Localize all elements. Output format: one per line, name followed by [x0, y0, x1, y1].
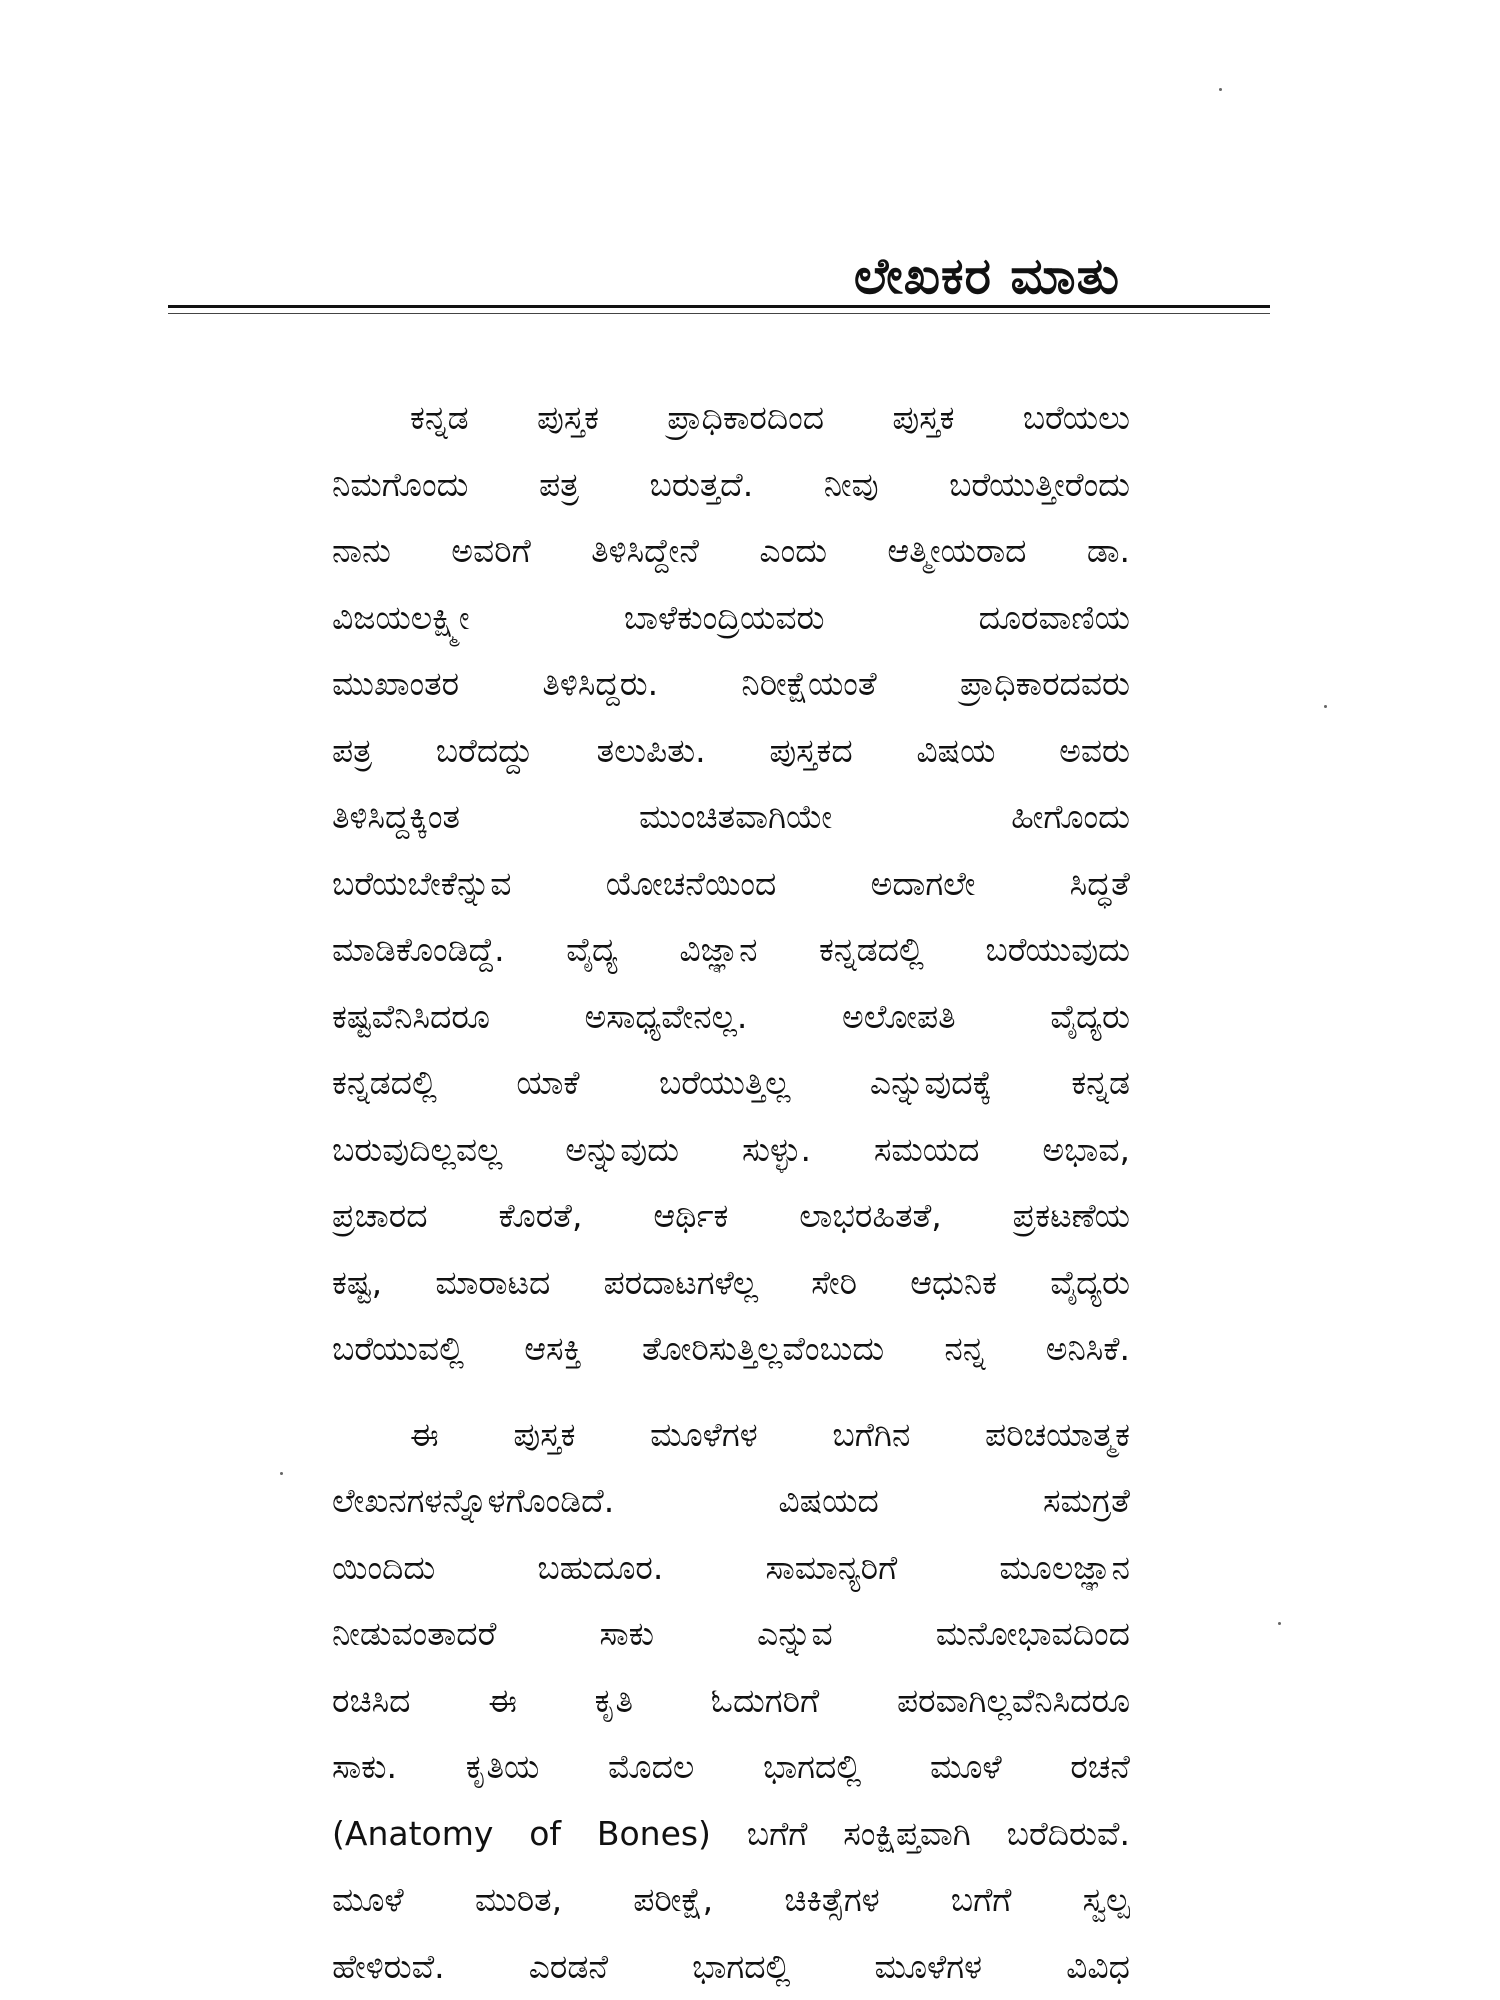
text-line: ಕನ್ನಡದಲ್ಲಿ ಯಾಕೆ ಬರೆಯುತ್ತಿಲ್ಲ ಎನ್ನುವುದಕ್ಕೆ ಕನ್ನಡ	[332, 1063, 1130, 1102]
paragraph-1	[332, 385, 1130, 1383]
text-line: ಬರೆಯಬೇಕೆನ್ನುವ ಯೋಚನೆಯಿಂದ ಅದಾಗಲೇ ಸಿದ್ಧತೆ	[332, 863, 1130, 903]
paragraph-2	[332, 1402, 1130, 2000]
text-line: ನೀಡುವಂತಾದರೆ ಸಾಕು ಎನ್ನುವ ಮನೋಭಾವದಿಂದ	[332, 1614, 1130, 1653]
text-line: ಈ ಪುಸ್ತಕ ಮೂಳೆಗಳ ಬಗೆಗಿನ ಪರಿಚಯಾತ್ಮಕ	[410, 1414, 1130, 1454]
scan-speck	[1219, 88, 1222, 91]
text-line: ಹೇಳಿರುವೆ. ಎರಡನೆ ಭಾಗದಲ್ಲಿ ಮೂಳೆಗಳ ವಿವಿಧ	[332, 1946, 1130, 1986]
text-line: ಪ್ರಚಾರದ ಕೊರತೆ, ಆರ್ಥಿಕ ಲಾಭರಹಿತತೆ, ಪ್ರಕಟಣೆಯ	[332, 1196, 1130, 1235]
page-header	[168, 236, 1270, 314]
text-line: ನಿಮಗೊಂದು ಪತ್ರ ಬರುತ್ತದೆ. ನೀವು ಬರೆಯುತ್ತೀರೆಂದು	[332, 464, 1130, 504]
text-line: ಬರುವುದಿಲ್ಲವಲ್ಲ ಅನ್ನುವುದು ಸುಳ್ಳು. ಸಮಯದ ಅಭಾವ,	[332, 1129, 1130, 1169]
text-line: ಪತ್ರ ಬರೆದದ್ದು ತಲುಪಿತು. ಪುಸ್ತಕದ ವಿಷಯ ಅವರು	[332, 730, 1130, 770]
text-line: (Anatomy of Bones) ಬಗೆಗೆ ಸಂಕ್ಷಿಪ್ತವಾಗಿ ಬರೆದಿರುವೆ.	[332, 1813, 1130, 1853]
text-line: ತಿಳಿಸಿದ್ದಕ್ಕಿಂತ ಮುಂಚಿತವಾಗಿಯೇ ಹೀಗೊಂದು	[332, 797, 1130, 836]
text-line: ಬರೆಯುವಲ್ಲಿ ಆಸಕ್ತಿ ತೋರಿಸುತ್ತಿಲ್ಲವೆಂಬುದು ನನ್ನ ಅನಿಸಿಕೆ.	[332, 1329, 1130, 1368]
text-line: ಮೂಳೆ ಮುರಿತ, ಪರೀಕ್ಷೆ, ಚಿಕಿತ್ಸೆಗಳ ಬಗೆಗೆ ಸ್ವಲ್ಪ	[332, 1880, 1130, 1919]
text-line: ರಚಿಸಿದ ಈ ಕೃತಿ ಓದುಗರಿಗೆ ಪರವಾಗಿಲ್ಲವೆನಿಸಿದರೂ	[332, 1680, 1130, 1720]
text-line: ಕಷ್ಟವೆನಿಸಿದರೂ ಅಸಾಧ್ಯವೇನಲ್ಲ. ಅಲೋಪತಿ ವೈದ್ಯರು	[332, 996, 1130, 1036]
text-line: ಲೇಖನಗಳನ್ನೊಳಗೊಂಡಿದೆ. ವಿಷಯದ ಸಮಗ್ರತೆ	[332, 1481, 1130, 1520]
text-line: ಮುಖಾಂತರ ತಿಳಿಸಿದ್ದರು. ನಿರೀಕ್ಷೆಯಂತೆ ಪ್ರಾಧಿಕಾರದವರು	[332, 664, 1130, 703]
text-line: ಕಷ್ಟ, ಮಾರಾಟದ ಪರದಾಟಗಳೆಲ್ಲ ಸೇರಿ ಆಧುನಿಕ ವೈದ್ಯರು	[332, 1262, 1130, 1302]
text-line: ಮಾಡಿಕೊಂಡಿದ್ದೆ. ವೈದ್ಯ ವಿಜ್ಞಾನ ಕನ್ನಡದಲ್ಲಿ ಬರೆಯುವುದು	[332, 930, 1130, 969]
text-line: ಸಾಕು. ಕೃತಿಯ ಮೊದಲ ಭಾಗದಲ್ಲಿ ಮೂಳೆ ರಚನೆ	[332, 1747, 1130, 1786]
body-text	[332, 385, 1130, 2000]
text-line: ಕನ್ನಡ ಪುಸ್ತಕ ಪ್ರಾಧಿಕಾರದಿಂದ ಪುಸ್ತಕ ಬರೆಯಲು	[410, 398, 1130, 437]
text-line: ವಿಜಯಲಕ್ಷ್ಮೀ ಬಾಳೆಕುಂದ್ರಿಯವರು ದೂರವಾಣಿಯ	[332, 597, 1130, 637]
text-line: ಯಿಂದಿದು ಬಹುದೂರ. ಸಾಮಾನ್ಯರಿಗೆ ಮೂಲಜ್ಞಾನ	[332, 1547, 1130, 1587]
header-rule-thick	[168, 305, 1270, 308]
scan-speck	[280, 1472, 283, 1475]
scan-speck	[1278, 1622, 1281, 1625]
page-title: ಲೇಖಕರ ಮಾತು	[853, 247, 1120, 305]
text-line: ನಾನು ಅವರಿಗೆ ತಿಳಿಸಿದ್ದೇನೆ ಎಂದು ಆತ್ಮೀಯರಾದ ಡಾ.	[332, 531, 1130, 570]
scan-speck	[1324, 705, 1327, 708]
header-rule-thin	[168, 313, 1270, 314]
